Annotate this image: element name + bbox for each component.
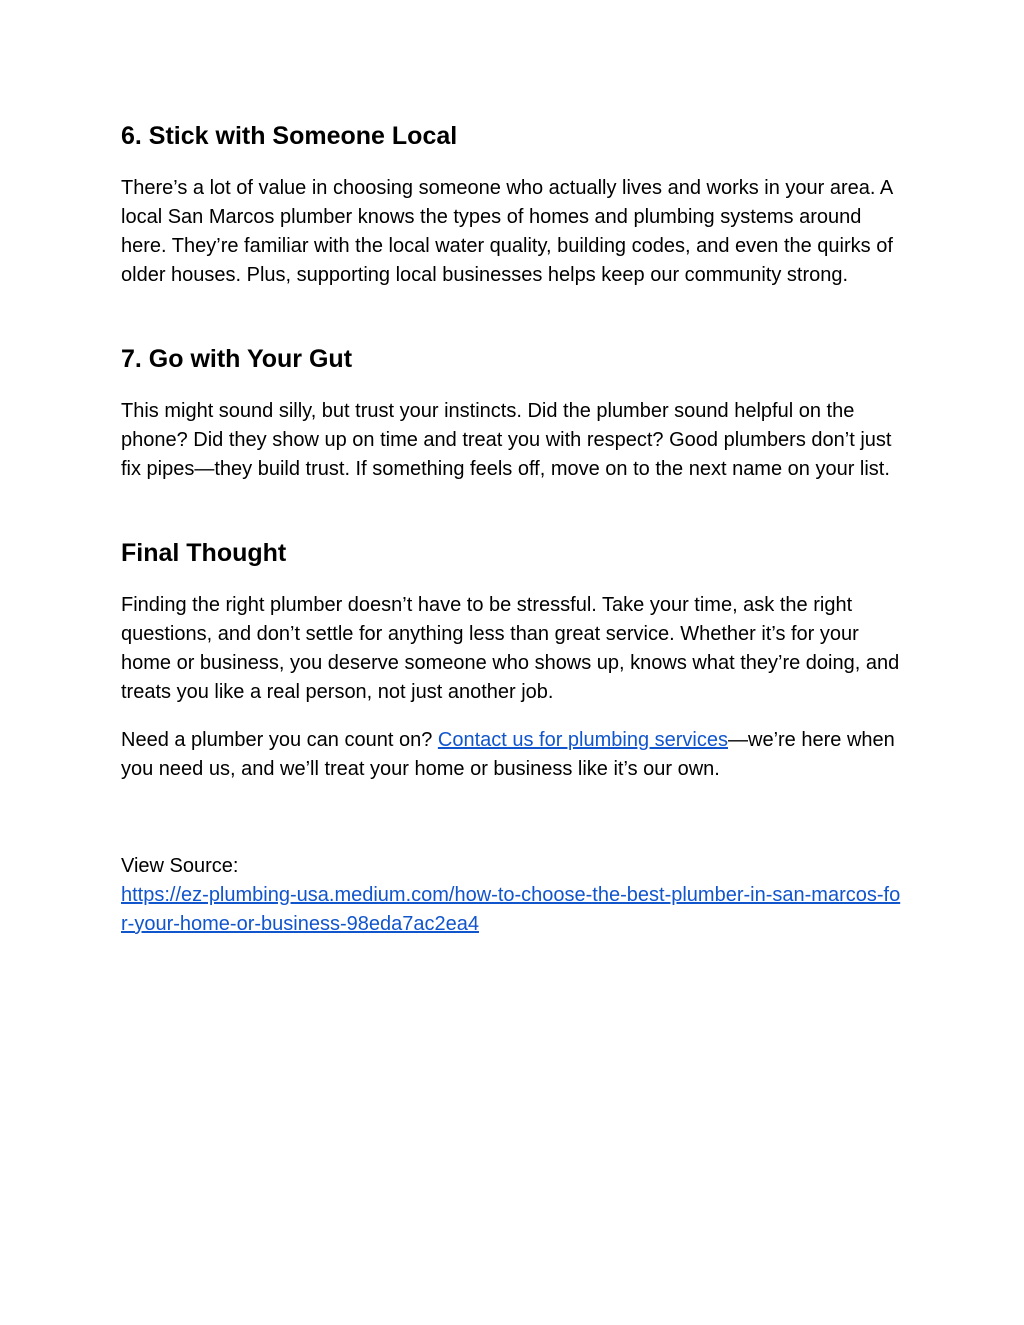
cta-tail-text: —we’re here when you need us, and we’ll treat your home or business like it’s our own.	[121, 729, 895, 780]
cta-lead-text: Need a plumber you can count on?	[121, 729, 438, 751]
call-to-action-paragraph	[121, 726, 906, 784]
source-url-link[interactable]: https://ez-plumbing-usa.medium.com/how-to-choose-the-best-plumber-in-san-marcos-for-your-home-or-business-98eda7ac2ea4	[121, 884, 901, 935]
section-heading-go-with-gut: 7. Go with Your Gut	[121, 345, 353, 373]
view-source-block	[121, 852, 906, 939]
contact-us-link[interactable]: Contact us for plumbing services	[437, 729, 729, 751]
section-heading-final-thought: Final Thought	[121, 539, 287, 567]
section-body-go-with-gut: This might sound silly, but trust your instincts. Did the plumber sound helpful on the phone? Did they show up on time and treat you with respect? Good plumbers don’t just fix pipes—they build trust. If something feels off, move on to the next name on your list.	[121, 400, 892, 480]
section-body-stick-local: There’s a lot of value in choosing someone who actually lives and works in your area. A local San Marcos plumber knows the types of homes and plumbing systems around here. They’re familiar with the local water quality, building codes, and even the quirks of older houses. Plus, supporting local businesses helps keep our community strong.	[121, 177, 893, 286]
section-body-final-thought: Finding the right plumber doesn’t have to be stressful. Take your time, ask the right questions, and don’t settle for anything less than great service. Whether it’s for your home or business, you deserve someone who shows up, knows what they’re doing, and treats you like a real person, not just another job.	[121, 594, 900, 703]
section-heading-stick-local: 6. Stick with Someone Local	[121, 122, 458, 150]
view-source-label: View Source:	[121, 855, 239, 877]
